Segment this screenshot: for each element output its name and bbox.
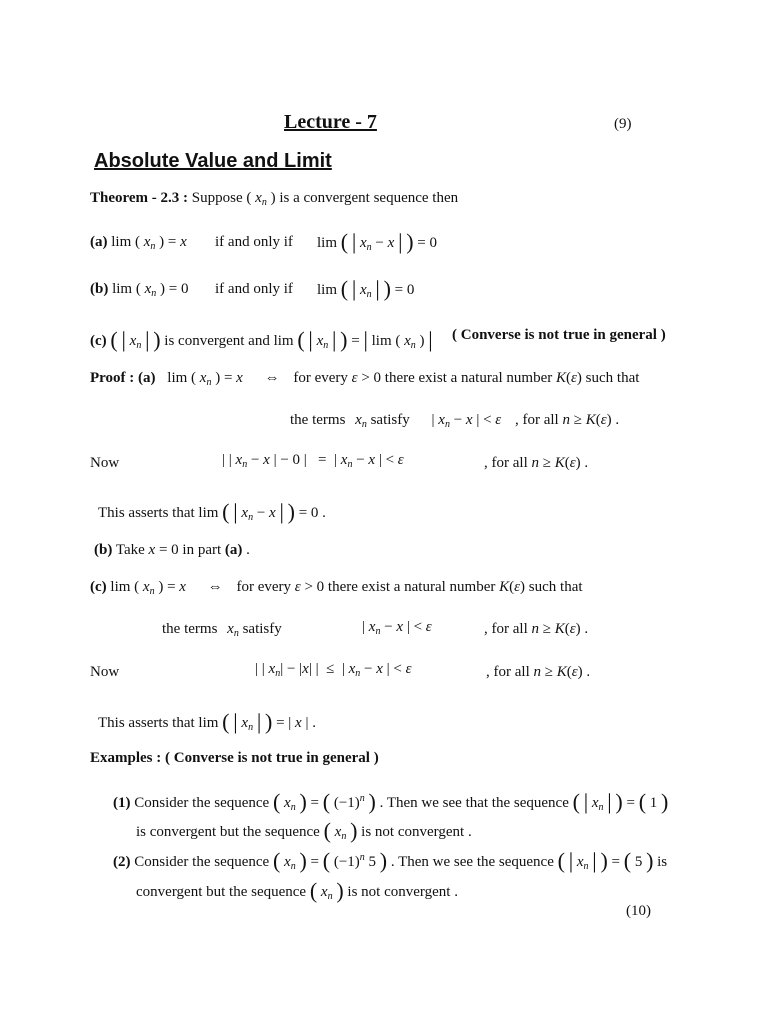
now-2-tail (486, 663, 590, 682)
formula: lim ( $x_n$ ) = x (111, 234, 187, 252)
theorem-part-a (90, 233, 187, 254)
exists-text: there exist a natural number (327, 579, 496, 595)
theorem-post: is a convergent sequence then (279, 190, 459, 206)
example-2-line-1 (113, 847, 667, 875)
page-number-top: (9) (614, 116, 632, 132)
now-1-tail (484, 454, 588, 473)
then-text: . Then we see that the sequence (379, 795, 569, 811)
formula: n ≥ K(ε) . (531, 621, 589, 637)
proof-line-1 (90, 369, 639, 390)
is-text: is (657, 854, 668, 870)
such-that-text: such that (585, 370, 640, 386)
satisfy-text: satisfy (370, 412, 410, 428)
formula: lim ( $x_n$ ) = x (110, 579, 186, 597)
formula: lim ( | $x_n$ | ) = | lim ( $x_n$ ) | (273, 327, 433, 352)
example-2-line-2 (136, 877, 458, 905)
proof-part-c (90, 578, 583, 599)
formula: | $x_n - x$ | < ε (431, 412, 502, 430)
exists-text: there exist a natural number (384, 370, 553, 386)
formula: n ≥ K(ε) . (562, 412, 620, 428)
part-label: (b) (94, 542, 113, 558)
theorem-part-c (90, 326, 433, 354)
for-every-text: for every (293, 370, 348, 386)
for-all-text: , for all (484, 455, 528, 471)
formula: lim ( $x_n$ ) = 0 (112, 281, 189, 299)
asserts-text: This asserts that (98, 505, 195, 521)
formula: ( | $x_n$ | ) (110, 327, 161, 352)
then-text: . Then we see the sequence (390, 854, 554, 870)
iff-symbol: ⇔ (207, 579, 223, 595)
for-all-text: , for all (486, 664, 530, 680)
part-c-text: is convergent and (164, 333, 270, 349)
formula: ( $x_n$ ) = ( $(-1)^n$ ) (272, 789, 376, 814)
not-convergent-text: is not convergent . (361, 824, 472, 840)
part-label: (c) (90, 579, 107, 595)
proof-part-b: (b) Take x = 0 in part (a) . (94, 542, 250, 558)
formula: | | $x_n - x$ | − 0 | = | $x_n - x$ | < ε (222, 452, 404, 470)
formula: x = 0 (148, 542, 179, 558)
proof-label: Proof : (a) (90, 370, 156, 386)
theorem-statement (90, 189, 458, 210)
now-label-2: Now (90, 664, 120, 680)
asserts-line-2 (98, 708, 316, 736)
note-text: ( Converse is not true in general ) (452, 327, 666, 343)
satisfy-text: satisfy (242, 621, 282, 637)
now-label-1: Now (90, 455, 120, 471)
proof-c-line-2 (162, 620, 282, 641)
for-all-text: , for all (484, 621, 528, 637)
part-label: (b) (90, 281, 109, 297)
asserts-text: This asserts that (98, 715, 195, 731)
page-number-bottom: (10) (626, 903, 651, 919)
formula: ( $x_n$ ) = ( $(-1)^n$ 5 ) (272, 848, 388, 873)
part-label: (c) (90, 333, 107, 349)
example-1-line-2 (136, 817, 472, 845)
formula: K(ε) (499, 579, 526, 595)
formula: ( $x_n$ ) (246, 190, 276, 208)
proof-c-line-2-tail (484, 620, 588, 639)
formula: lim ( | $x_n$ | ) = | x | . (198, 709, 316, 734)
consider-text: Consider the sequence (134, 854, 270, 870)
part-label: (a) (90, 234, 108, 250)
for-every-text: for every (236, 579, 292, 595)
formula: | $x_n - x$ | < ε (362, 619, 432, 637)
formula: lim ( | $x_n$ | ) = 0 (317, 276, 415, 301)
section-heading: Absolute Value and Limit (94, 150, 332, 172)
formula: ε > 0 (294, 579, 325, 595)
for-all-text: , for all (514, 412, 559, 428)
formula: K(ε) (555, 370, 582, 386)
such-that-text: such that (528, 579, 583, 595)
formula: $x_n$ (355, 412, 367, 430)
convergent-text: convergent but the sequence (136, 884, 307, 900)
asserts-line-1 (98, 498, 326, 526)
theorem-suppose: Suppose (191, 190, 243, 206)
take-text: Take (115, 542, 145, 558)
in-part-text: in part (182, 542, 222, 558)
formula: n ≥ K(ε) . (531, 455, 589, 471)
part-c-note (452, 326, 666, 345)
examples-heading (90, 749, 379, 768)
lecture-title: Lecture - 7 (284, 111, 377, 133)
formula: ( $x_n$ ) (309, 878, 344, 903)
formula: | | $x_n| - |x|$ | ≤ | $x_n - x$ | < ε (255, 661, 412, 679)
formula: ( | $x_n$ | ) = ( 1 ) (572, 789, 669, 814)
formula: ( $x_n$ ) (323, 818, 358, 843)
formula: ε > 0 (351, 370, 382, 386)
part-ref: (a) (224, 542, 243, 558)
examples-heading-text: Examples : ( Converse is not true in general ) (90, 750, 379, 766)
consider-text: Consider the sequence (134, 795, 270, 811)
formula: $x_n$ (227, 621, 239, 639)
part-b-connective: if and only if (215, 281, 293, 297)
not-convergent-text: is not convergent . (347, 884, 458, 900)
theorem-label: Theorem - 2.3 : (90, 190, 189, 206)
example-label: (1) (113, 795, 131, 811)
formula: n ≥ K(ε) . (533, 664, 591, 680)
example-1-line-1 (113, 788, 668, 816)
terms-text: the terms (162, 621, 218, 637)
convergent-text: is convergent but the sequence (136, 824, 320, 840)
terms-text: the terms (290, 412, 346, 428)
formula: lim ( | $x_n - x$ | ) = 0 (317, 229, 438, 254)
proof-line-2 (290, 411, 619, 432)
example-label: (2) (113, 854, 131, 870)
formula: lim ( | $x_n - x$ | ) = 0 . (198, 499, 326, 524)
formula: lim ( $x_n$ ) = x (167, 370, 243, 388)
part-a-connective: if and only if (215, 234, 293, 250)
iff-symbol: ⇔ (264, 370, 280, 386)
theorem-part-b (90, 280, 188, 301)
formula: ( | $x_n$ | ) = ( 5 ) (557, 848, 654, 873)
